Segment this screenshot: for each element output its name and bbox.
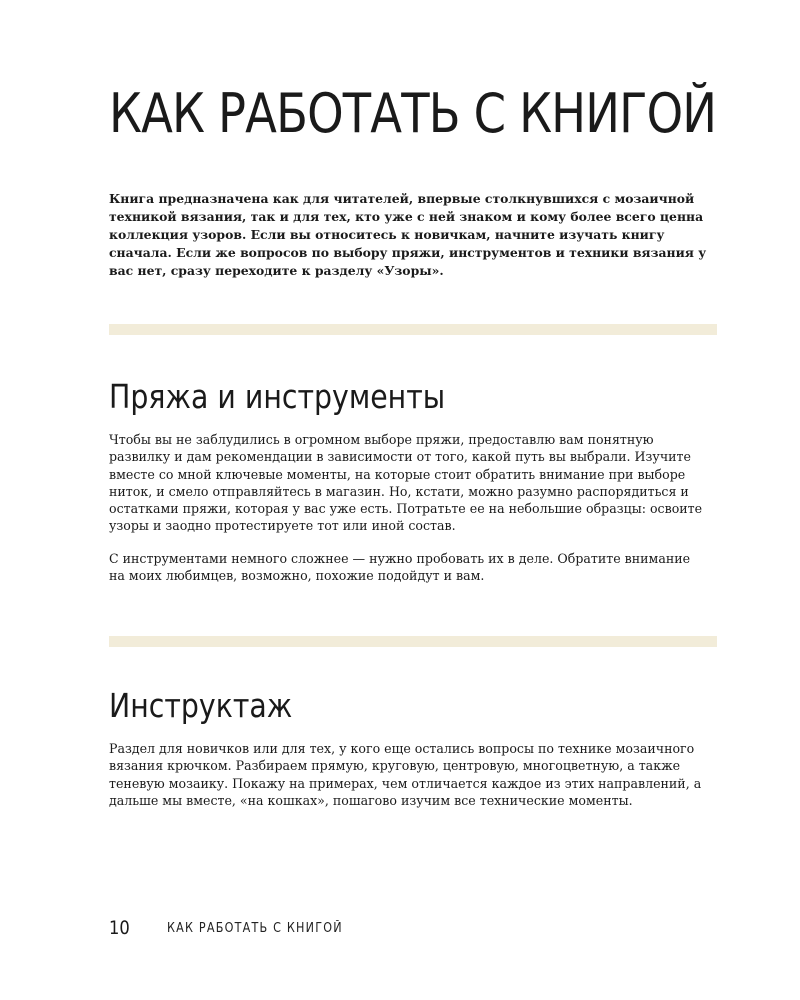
page-footer	[109, 916, 371, 940]
body-paragraph: Раздел для новичков или для тех, у кого еще остались вопросы по технике мозаичного вязания крючком. Разбираем прямую, круговую, центровую, многоцветную, а также теневую мозаику. Покажу на примерах, чем отличается каждое из этих направлений, а дальше мы вместе, «на кошках», пошагово изучим все технические моменты.	[109, 741, 702, 808]
section-heading-instruction: Инструктаж	[109, 686, 293, 725]
section-heading-yarn-tools: Пряжа и инструменты	[109, 377, 446, 416]
running-title: КАК РАБОТАТЬ С КНИГОЙ	[167, 920, 343, 936]
page-title: КАК РАБОТАТЬ С КНИГОЙ	[109, 82, 717, 145]
body-paragraph: Чтобы вы не заблудились в огромном выборе пряжи, предоставлю вам понятную развилку и дам рекомендации в зависимости от того, какой путь вы выбрали. Изучите вместе со мной ключевые моменты, на которые стоит обратить внимание при выборе ниток, и смело отправляйтесь в магазин. Но, кстати, можно разумно распорядиться и остатками пряжи, которая у вас уже есть. Потратьте ее на небольшие образцы: освоите узоры и заодно протестируете тот или иной состав.	[109, 432, 703, 534]
body-paragraph: С инструментами немного сложнее — нужно пробовать их в деле. Обратите внимание на моих любимцев, возможно, похожие подойдут и вам.	[109, 551, 691, 584]
page-number: 10	[109, 917, 130, 939]
section-divider	[109, 636, 717, 647]
intro-paragraph: Книга предназначена как для читателей, впервые столкнувшихся с мозаичной техникой вязания, так и для тех, кто уже с ней знаком и кому более всего ценна коллекция узоров. Если вы относитесь к новичкам, начните изучать книгу сначала. Если же вопросов по выбору пряжи, инструментов и техники вязания у вас нет, сразу переходите к разделу «Узоры».	[109, 191, 707, 278]
section-divider	[109, 324, 717, 335]
